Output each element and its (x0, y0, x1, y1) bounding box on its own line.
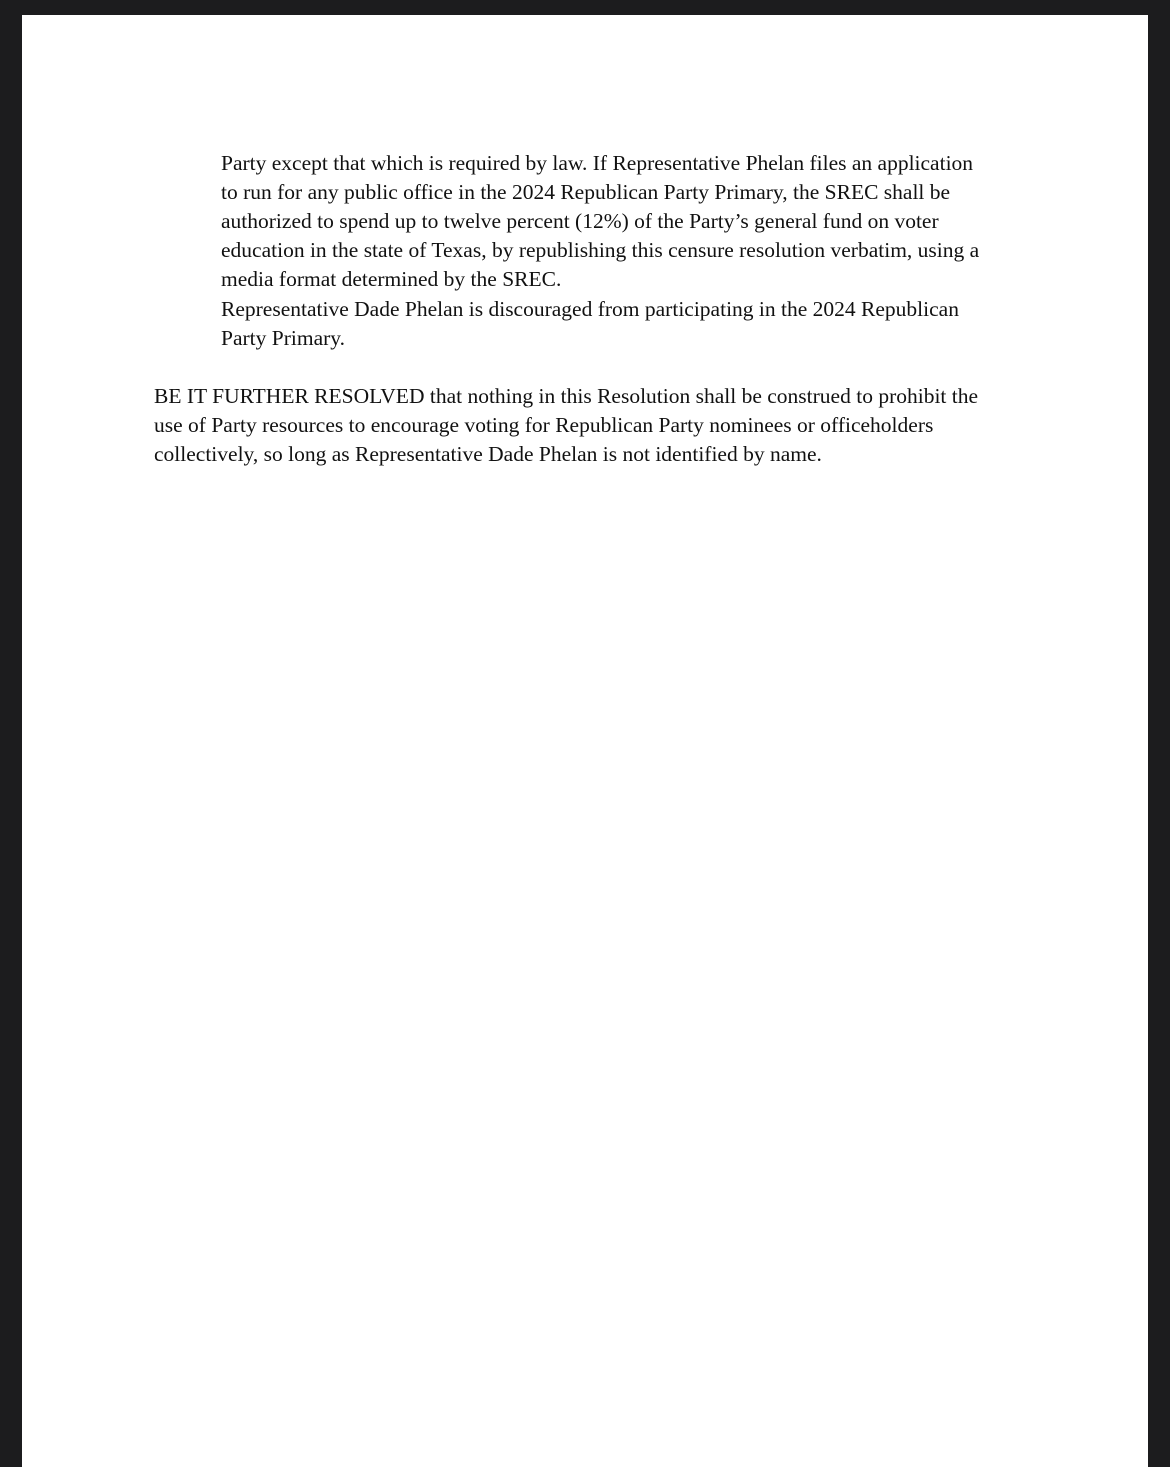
text-line: use of Party resources to encourage voting for Republican Party nominees or officeholders (154, 413, 934, 437)
document-page (22, 15, 1148, 1467)
text-line: collectively, so long as Representative Dade Phelan is not identified by name. (154, 442, 822, 466)
text-line: to run for any public office in the 2024 Republican Party Primary, the SREC shall be (221, 180, 951, 204)
text-line: authorized to spend up to twelve percent (12%) of the Party’s general fund on voter (221, 209, 939, 233)
text-line: Party except that which is required by law. If Representative Phelan files an application (221, 151, 974, 175)
text-line: BE IT FURTHER RESOLVED that nothing in this Resolution shall be construed to prohibit the (154, 384, 979, 408)
text-line: education in the state of Texas, by republishing this censure resolution verbatim, using a (221, 238, 980, 262)
text-line: Representative Dade Phelan is discouraged from participating in the 2024 Republican (221, 297, 959, 321)
text-line: media format determined by the SREC. (221, 267, 562, 291)
text-line: Party Primary. (221, 326, 346, 350)
